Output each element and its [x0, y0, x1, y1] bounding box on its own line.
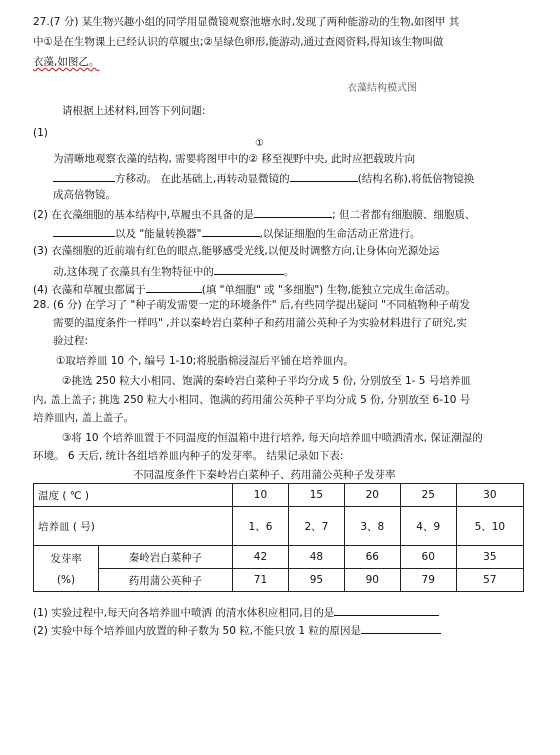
dish-header: 培养皿 ( 号)	[34, 507, 233, 546]
q27-part3-line-2	[53, 263, 294, 279]
q28-step-3-line-1: ③将 10 个培养皿置于不同温度的恒温箱中进行培养, 每天向培养皿中喷洒清水, 保证潮湿的	[62, 432, 483, 444]
answer-blank[interactable]	[334, 604, 439, 616]
rate-cell: 95	[288, 569, 344, 592]
q28-line-2: 需要的温度条件一样吗" ,并以秦岭岩白菜种子和药用蒲公英种子为实验材料进行了研究,实	[53, 317, 467, 329]
rate-header	[34, 546, 99, 592]
dish-cell: 2、7	[288, 507, 344, 546]
table-row-species-b	[34, 569, 524, 592]
rate-label: 发芽率	[50, 553, 82, 565]
rate-unit: (%)	[56, 574, 76, 586]
q27-part2-line-1b: ; 但二者都有细胞膜、细胞质、	[332, 209, 476, 221]
temperature-header: 温度 ( ℃ )	[34, 484, 233, 507]
temperature-cell: 15	[288, 484, 344, 507]
q27-line-2: 中①是在生物课上已经认识的草履虫;②呈绿色卵形,能游动,通过查阅资料,得知该生物叫做	[33, 36, 444, 48]
species-a-label: 秦岭岩白菜种子	[99, 546, 233, 569]
rate-cell: 79	[400, 569, 456, 592]
answer-blank[interactable]	[290, 170, 358, 182]
species-b-label: 药用蒲公英种子	[99, 569, 233, 592]
temperature-cell: 10	[233, 484, 289, 507]
q27-part3-line-2b: 。	[283, 266, 295, 278]
q27-line-3-text: 衣藻,如图乙。	[33, 56, 100, 68]
q27-part1-line-1: 为清晰地观察衣藻的结构, 需要将图甲中的② 移至视野中央, 此时应把载玻片向	[53, 153, 416, 165]
dish-cell: 4、9	[400, 507, 456, 546]
q27-part3-line-2a: 动,这体现了衣藻具有生物特征中的	[53, 266, 214, 278]
rate-cell: 57	[456, 569, 523, 592]
q27-part1-number: (1)	[33, 127, 48, 139]
q28-step-1: ①取培养皿 10 个, 编号 1-10;将脱脂棉浸湿后平铺在培养皿内。	[56, 355, 354, 367]
rate-cell: 42	[233, 546, 289, 569]
q27-part4-a: (4) 衣藻和草履虫都属于	[33, 284, 146, 296]
q27-line-1: 27.(7 分) 某生物兴趣小组的同学用显微镜观察池塘水时,发现了两种能游动的生物,如图甲 其	[33, 16, 460, 28]
rate-cell: 66	[344, 546, 400, 569]
rate-cell: 71	[233, 569, 289, 592]
table-row-temperature	[34, 484, 524, 507]
temperature-cell: 30	[456, 484, 523, 507]
germination-table	[33, 483, 524, 592]
table-row-species-a	[34, 546, 524, 569]
answer-blank[interactable]	[53, 225, 115, 237]
rate-cell: 60	[400, 546, 456, 569]
q28-answer-1	[33, 604, 439, 620]
q28-line-1: 28. (6 分) 在学习了 "种子萌发需要一定的环境条件" 后,有些同学提出疑问 "不同植物种子萌发	[33, 299, 470, 311]
q28-answer-1-text: (1) 实验过程中,每天向各培养皿中喷洒 的清水体积应相同,目的是	[33, 607, 335, 619]
answer-blank[interactable]	[146, 281, 202, 293]
dish-cell: 3、8	[344, 507, 400, 546]
q27-part4-b: (填 "单细胞" 或 "多细胞") 生物,能独立完成生命活动。	[201, 284, 456, 296]
circled-number-one: ①	[255, 138, 264, 149]
q27-part2-line-2	[53, 225, 420, 241]
q27-part1-line-2a: 方移动。 在此基础上,再转动显微镜的	[115, 173, 290, 185]
answer-blank[interactable]	[254, 206, 332, 218]
q27-part1-line-2	[53, 170, 474, 186]
q27-part4	[33, 281, 456, 297]
table-row-dish	[34, 507, 524, 546]
rate-cell: 48	[288, 546, 344, 569]
temperature-cell: 25	[400, 484, 456, 507]
table-title: 不同温度条件下秦岭岩白菜种子、药用蒲公英种子发芽率	[133, 469, 396, 481]
q28-line-3: 验过程:	[53, 335, 89, 347]
q28-step-2-line-3: 培养皿内, 盖上盖子。	[33, 412, 135, 424]
answer-blank[interactable]	[202, 225, 260, 237]
rate-cell: 35	[456, 546, 523, 569]
answer-blank[interactable]	[361, 622, 441, 634]
dish-cell: 5、10	[456, 507, 523, 546]
q27-line-3	[33, 55, 99, 69]
rate-cell: 90	[344, 569, 400, 592]
q27-part2-line-2a: 以及 "能量转换器"	[115, 228, 202, 240]
q28-step-2-line-1: ②挑选 250 粒大小相同、饱满的秦岭岩白菜种子平均分成 5 份, 分别放至 1- 5 号培养皿	[62, 375, 471, 387]
q28-answer-2	[33, 622, 441, 638]
q27-part2-line-2b: ,以保证细胞的生命活动正常进行。	[259, 228, 421, 240]
q27-part2-line-1	[33, 206, 475, 222]
q27-prompt: 请根据上述材料,回答下列问题:	[62, 105, 206, 117]
q28-answer-2-text: (2) 实验中每个培养皿内放置的种子数为 50 粒,不能只放 1 粒的原因是	[33, 625, 361, 637]
q27-part1-line-2b: (结构名称),将低倍物镜换	[357, 173, 475, 185]
q28-step-3-line-2: 环境。 6 天后, 统计各组培养皿内种子的发芽率。 结果记录如下表:	[33, 450, 344, 462]
q27-part3-line-1: (3) 衣藻细胞的近前端有红色的眼点,能够感受光线,以便及时调整方向,让身体向光源处运	[33, 245, 440, 257]
q27-part2-line-1a: (2) 在衣藻细胞的基本结构中,草履虫不具备的是	[33, 209, 255, 221]
q27-part1-line-3: 成高倍物镜。	[53, 189, 116, 201]
figure-caption: 衣藻结构模式图	[347, 83, 417, 94]
temperature-cell: 20	[344, 484, 400, 507]
answer-blank[interactable]	[53, 170, 115, 182]
q28-step-2-line-2: 内, 盖上盖子; 挑选 250 粒大小相同、饱满的药用蒲公英种子平均分成 5 份, 分别放至 6-10 号	[33, 394, 471, 406]
dish-cell: 1、6	[233, 507, 289, 546]
answer-blank[interactable]	[214, 263, 284, 275]
